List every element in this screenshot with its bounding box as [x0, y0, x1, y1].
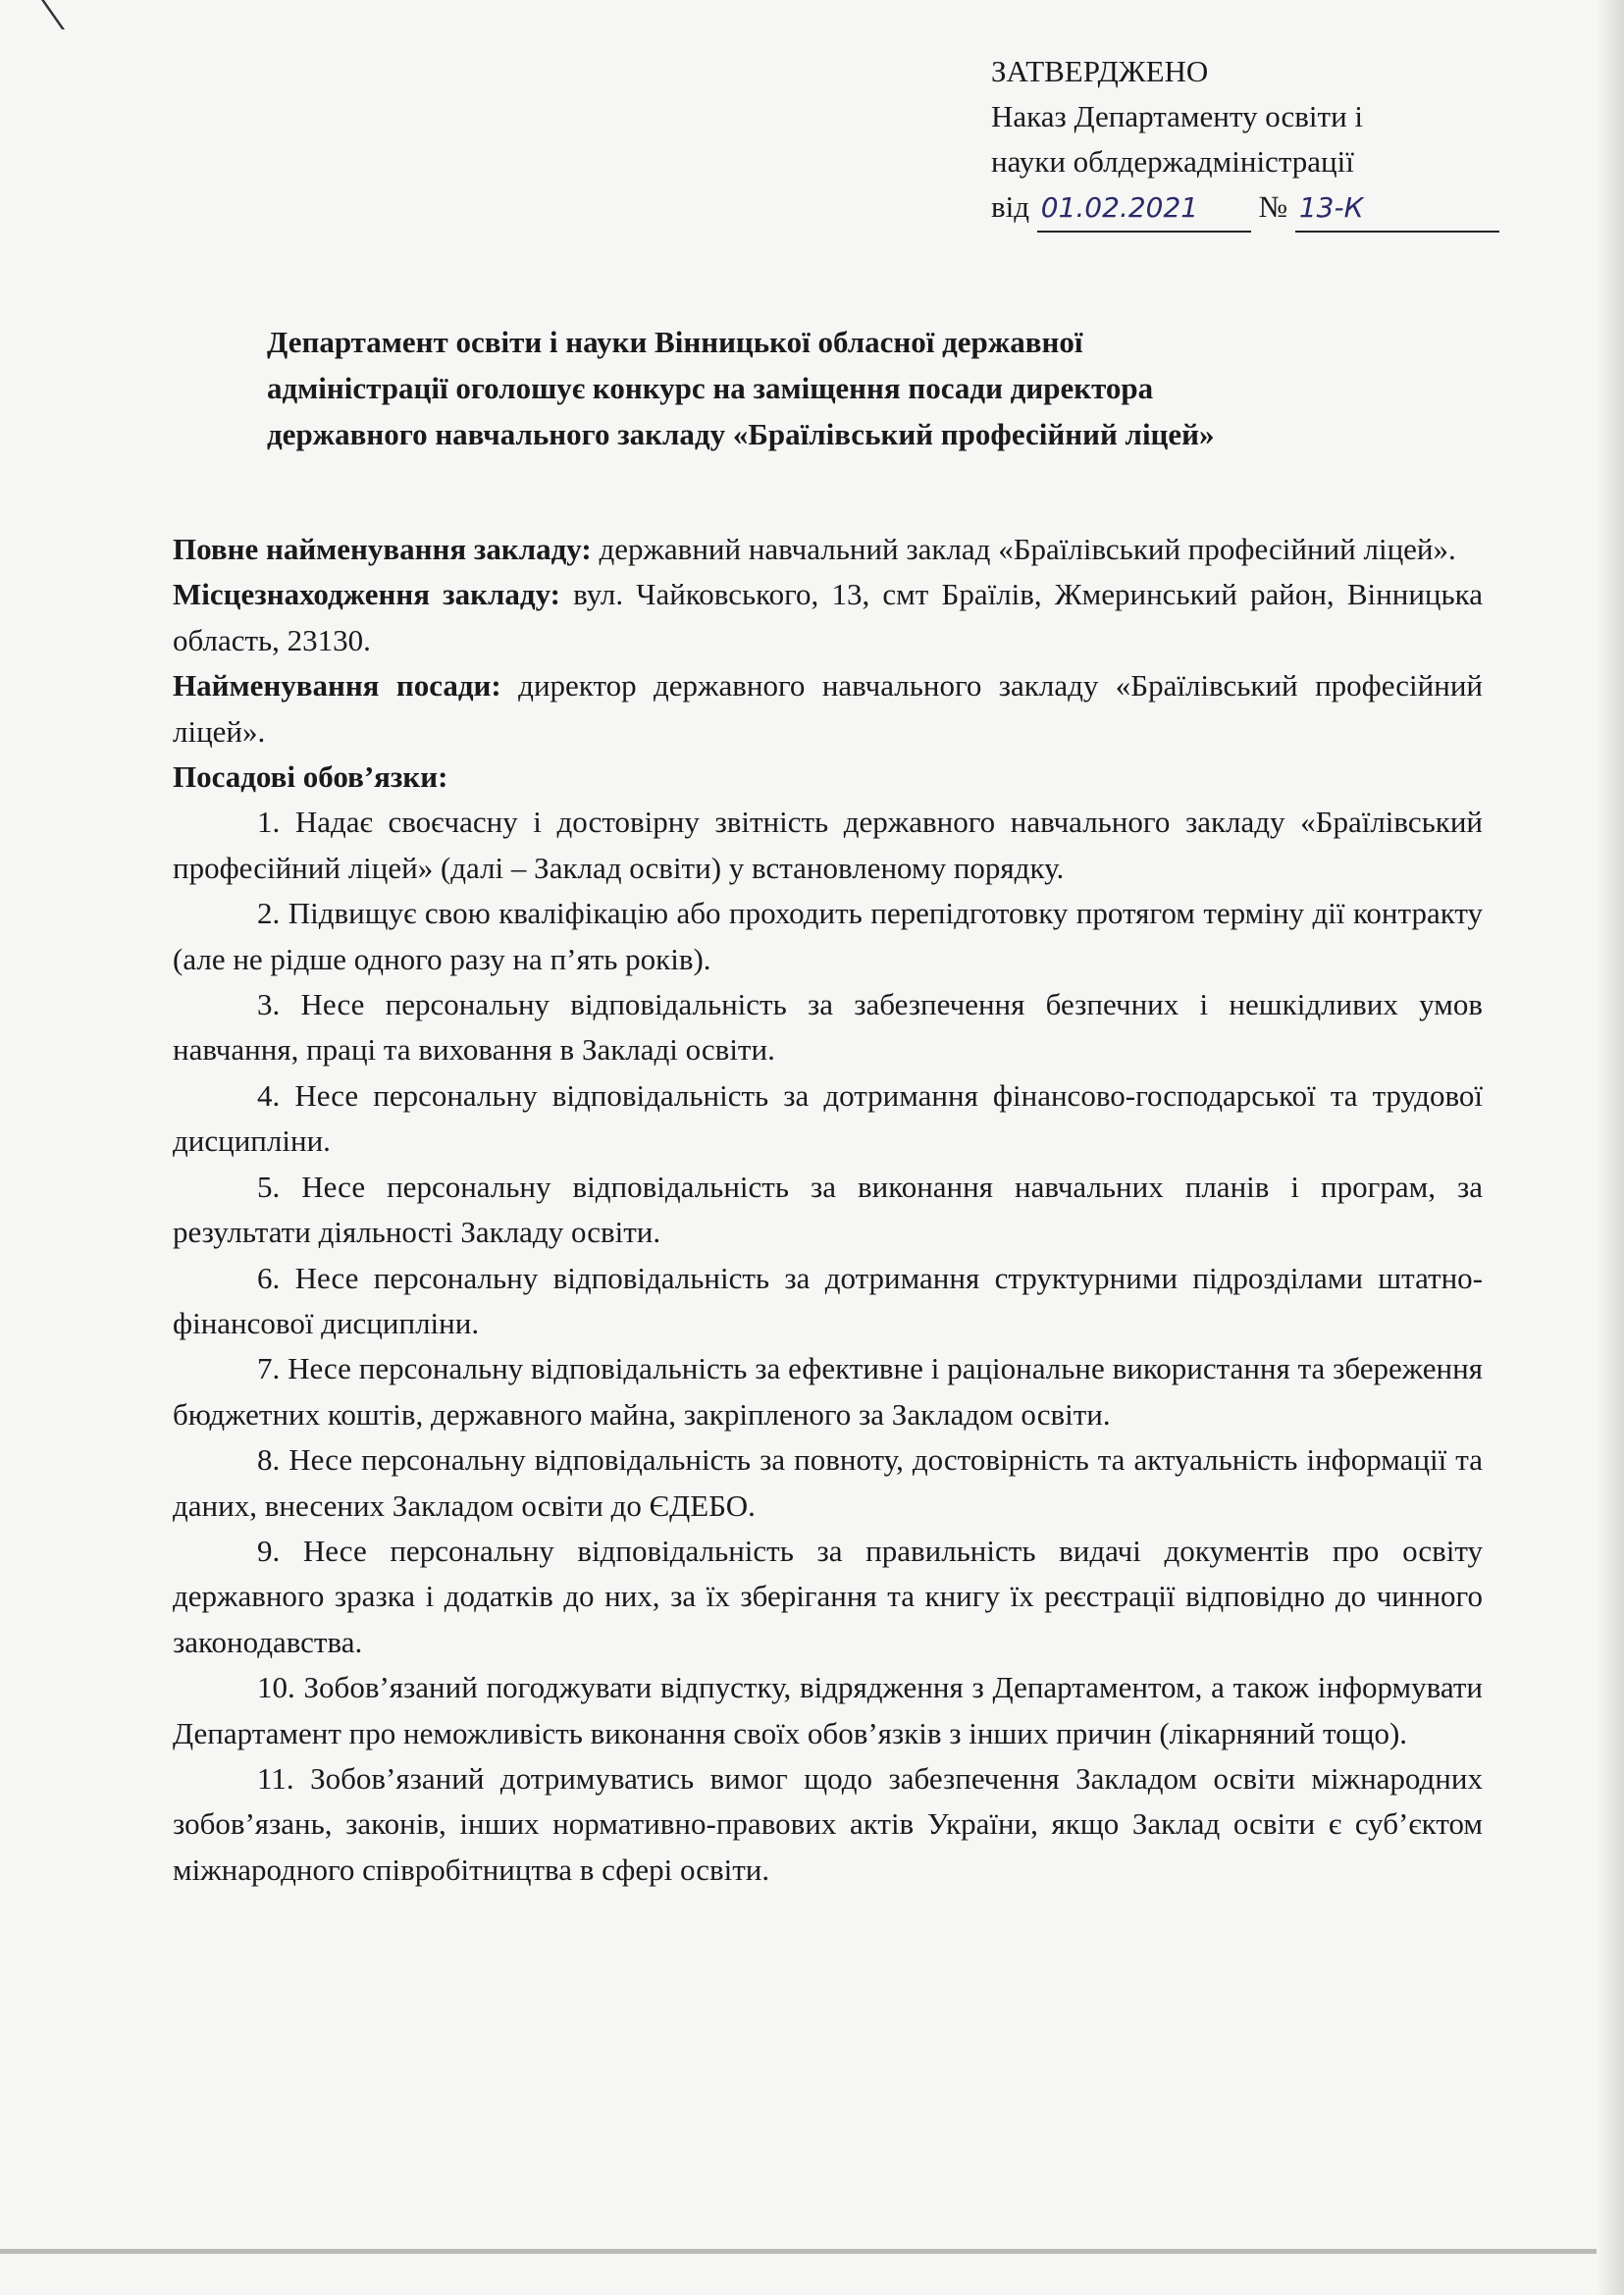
duty-item-4: 4. Несе персональну відповідальність за дотримання фінансово-господарської та трудової дисципліни.: [173, 1077, 1483, 1159]
full-name-paragraph: [173, 527, 1483, 572]
duty-item-5: 5. Несе персональну відповідальність за виконання навчальних планів і програм, за результати діяльності Закладу освіти.: [173, 1169, 1483, 1250]
approval-order-line1: Наказ Департаменту освіти і: [991, 99, 1364, 133]
scan-right-edge-shadow: [1597, 0, 1624, 2295]
duty-item-1: 1. Надає своєчасну і достовірну звітність державного навчального закладу «Браїлівський професійний ліцей» (далі – Заклад освіти) у встановленому порядку.: [173, 805, 1483, 885]
duty-item-8: 8. Несе персональну відповідальність за повноту, достовірність та актуальність інформації та даних, внесених Закладом освіти до ЄДЕБО.: [173, 1442, 1483, 1523]
position-value: директор державного навчального закладу «Браїлівський професійний ліцей».: [173, 668, 1484, 749]
approval-order-line2: науки облдержадміністрації: [991, 144, 1354, 179]
duty-item-7: 7. Несе персональну відповідальність за ефективне і раціональне використання та збереження бюджетних коштів, державного майна, закріпленого за Закладом освіти.: [173, 1351, 1483, 1432]
location-paragraph: [173, 572, 1483, 663]
heading-line-3: державного навчального закладу «Браїлівський професійний ліцей»: [267, 417, 1215, 451]
position-paragraph: [173, 663, 1483, 755]
approval-date-number-line: [991, 184, 1580, 233]
position-label: Найменування посади:: [173, 668, 501, 704]
scan-bottom-edge: [0, 2249, 1624, 2254]
heading-line-2: адміністрації оголошує конкурс на заміщення посади директора: [267, 371, 1154, 405]
heading-line-1: Департамент освіти і науки Вінницької обласної державної: [267, 325, 1083, 359]
duty-item-2: 2. Підвищує свою кваліфікацію або проходить перепідготовку протягом терміну дії контракту (але не рідше одного разу на п’ять років).: [173, 896, 1483, 976]
duties-label: Посадові обов’язки:: [173, 759, 448, 795]
approval-title: ЗАТВЕРДЖЕНО: [991, 54, 1209, 88]
handwritten-order-number: 13-К: [1295, 185, 1499, 233]
announcement-body: [173, 527, 1483, 1893]
duty-item-10: 10. Зобов’язаний погоджувати відпустку, відрядження з Департаментом, а також інформувати Департамент про неможливість виконання своїх обов’язків з інших причин (лікарняний тощо).: [173, 1670, 1483, 1750]
duties-heading: [173, 755, 1483, 800]
approval-stamp-block: [991, 49, 1580, 233]
handwritten-date: 01.02.2021: [1037, 185, 1251, 233]
full-name-label: Повне найменування закладу:: [173, 532, 592, 566]
duty-item-6: 6. Несе персональну відповідальність за дотримання структурними підрозділами штатно-фінансової дисципліни.: [173, 1260, 1483, 1340]
announcement-heading: [267, 319, 1493, 457]
location-value: вул. Чайковського, 13, смт Браїлів, Жмеринський район, Вінницька область, 23130.: [173, 577, 1483, 657]
date-prefix: від: [991, 189, 1030, 224]
scan-corner-mark: [41, 0, 90, 29]
duty-item-9: 9. Несе персональну відповідальність за правильність видачі документів про освіту державного зразка і додатків до них, за їх зберігання та книгу їх реєстрації відповідно до чинного законодавства.: [173, 1533, 1483, 1659]
number-prefix: №: [1258, 189, 1288, 224]
full-name-value: державний навчальний заклад «Браїлівський професійний ліцей».: [591, 532, 1456, 566]
duty-item-3: 3. Несе персональну відповідальність за забезпечення безпечних і нешкідливих умов навчання, праці та виховання в Закладі освіти.: [173, 987, 1483, 1068]
duty-item-11: 11. Зобов’язаний дотримуватись вимог щодо забезпечення Закладом освіти міжнародних зобов’язань, законів, інших нормативно-правових актів України, якщо Заклад освіти є суб’єктом міжнародного співробітництва в сфері освіти.: [173, 1760, 1483, 1887]
location-label: Місцезнаходження закладу:: [173, 577, 560, 612]
